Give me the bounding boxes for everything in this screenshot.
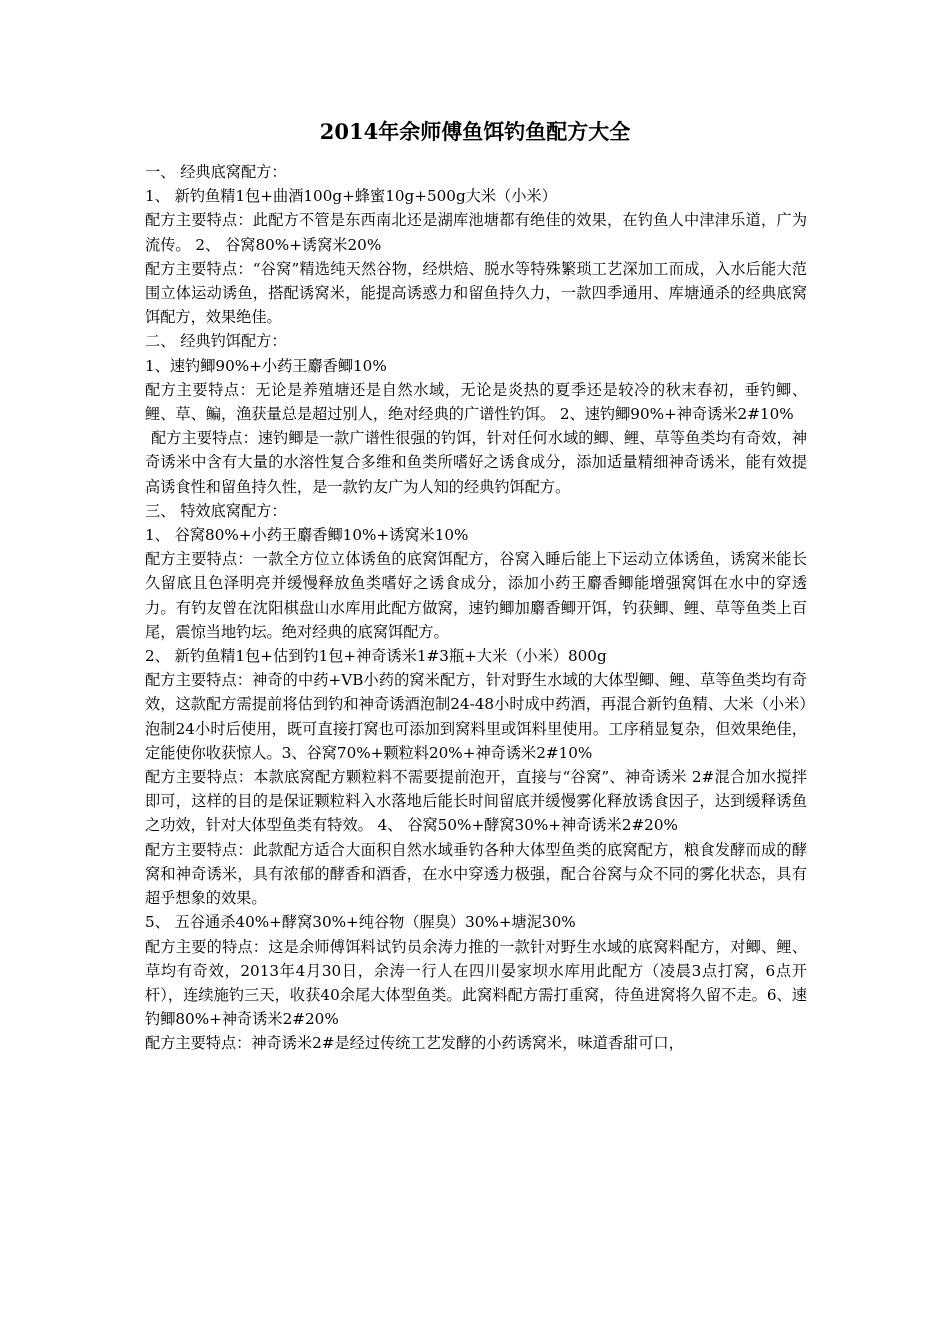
recipe-description: 配方主要特点：神奇的中药+VB小药的窝米配方，针对野生水域的大体型鲫、鲤、草等鱼类均有奇效，这款配方需提前将估到钓和神奇诱酒泡制24-48小时成中药酒，再混合新钓鱼精、大米（小米）泡制24小时后使用，既可直接打窝也可添加到窝料里或饵料里使用。工序稍显复杂，但效果绝佳，定能使你收获惊人。3、谷窝70%+颗粒料20%+神奇诱米2#10% [145,671,807,762]
recipe-line: 1、速钓鲫90%+小药王麝香鲫10% [145,356,387,375]
recipe-description: 配方主要特点：神奇诱米2#是经过传统工艺发酵的小药诱窝米，味道香甜可口， [145,1034,684,1053]
recipe-description: 配方主要特点：一款全方位立体诱鱼的底窝饵配方，谷窝入睡后能上下运动立体诱鱼，诱窝米能长久留底且色泽明亮并缓慢释放鱼类嗜好之诱食成分，添加小药王麝香鲫能增强窝饵在水中的穿透力。有钓友曾在沈阳棋盘山水库用此配方做窝，速钓鲫加麝香鲫开饵，钓获鲫、鲤、草等鱼类上百尾，震惊当地钓坛。绝对经典的底窝饵配方。 [145,550,807,641]
recipe-description: 配方主要特点：本款底窝配方颗粒料不需要提前泡开，直接与“谷窝”、神奇诱米 2#混合加水搅拌即可，这样的目的是保证颗粒料入水落地后能长时间留底并缓慢雾化释放诱食因子，达到缓释诱鱼之功效，针对大体型鱼类有特效。 4、 谷窝50%+酵窝30%+神奇诱米2#20% [145,768,807,835]
section-heading-classic-base: 一、 经典底窝配方： [145,163,287,181]
recipe-line: 5、 五谷通杀40%+酵窝30%+纯谷物（腥臭）30%+塘泥30% [145,913,576,932]
recipe-line: 2、 新钓鱼精1包+估到钓1包+神奇诱米1#3瓶+大米（小米）800g [145,647,607,666]
section-heading-classic-bait: 二、 经典钓饵配方： [145,332,287,351]
recipe-description: 配方主要特点：此配方不管是东西南北还是湖库池塘都有绝佳的效果，在钓鱼人中津津乐道，广为流传。 2、 谷窝80%+诱窝米20% [145,211,807,254]
recipe-description: 配方主要的特点：这是余师傅饵料试钓员余涛力推的一款针对野生水域的底窝料配方，对鲫、鲤、草均有奇效，2013年4月30日，余涛一行人在四川晏家坝水库用此配方（凌晨3点打窝，6点开杆），连续施钓三天，收获40余尾大体型鱼类。此窝料配方需打重窝，待鱼进窝将久留不走。6、速钓鲫80%+神奇诱米2#20% [145,937,807,1029]
recipe-description: 配方主要特点：速钓鲫是一款广谱性很强的钓饵，针对任何水域的鲫、鲤、草等鱼类均有奇效，神奇诱米中含有大量的水溶性复合多维和鱼类所嗜好之诱食成分，添加适量精细神奇诱米，能有效提高诱食性和留鱼持久性，是一款钓友广为人知的经典钓饵配方。 [145,429,807,496]
recipe-description: 配方主要特点：此款配方适合大面积自然水域垂钓各种大体型鱼类的底窝配方，粮食发酵而成的酵窝和神奇诱米，具有浓郁的酵香和酒香，在水中穿透力极强，配合谷窝与众不同的雾化状态，具有超乎想象的效果。 [145,840,807,908]
document-body [145,160,807,1056]
recipe-description: 配方主要特点：无论是养殖塘还是自然水域，无论是炎热的夏季还是较冷的秋末春初，垂钓鲫、鲤、草、鳊，渔获量总是超过别人，绝对经典的广谱性钓饵。 2、速钓鲫90%+神奇诱米2#10% [145,380,807,424]
section-heading-special-base: 三、 特效底窝配方： [145,501,287,520]
recipe-line: 1、 谷窝80%+小药王麝香鲫10%+诱窝米10% [145,526,469,545]
document-title: 2014年余师傅鱼饵钓鱼配方大全 [319,119,631,144]
recipe-description: 配方主要特点：“谷窝”精选纯天然谷物，经烘焙、脱水等特殊繁琐工艺深加工而成，入水后能大范围立体运动诱鱼，搭配诱窝米，能提高诱惑力和留鱼持久力，一款四季通用、库塘通杀的经典底窝饵配方，效果绝佳。 [145,259,807,327]
recipe-line: 1、 新钓鱼精1包+曲酒100g+蜂蜜10g+500g大米（小米） [145,187,557,206]
